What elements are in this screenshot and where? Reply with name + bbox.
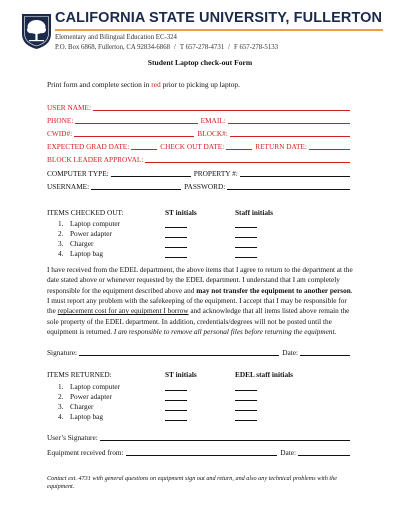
username-row: [47, 181, 353, 191]
username-field[interactable]: [91, 182, 181, 190]
st-initials-blank[interactable]: [165, 390, 187, 391]
block-label: BLOCK#:: [197, 129, 228, 138]
item-label: Charger: [70, 239, 94, 248]
block-field[interactable]: [230, 129, 350, 137]
edel-staff-initials-blank[interactable]: [235, 410, 257, 411]
item-label: Laptop bag: [70, 412, 104, 421]
phone-number: T 657-278-4731: [179, 44, 225, 51]
list-item: 2. Power adapter: [58, 229, 112, 238]
department-line: Elementary and Bilingual Education EC-324: [55, 34, 177, 41]
username-label: USERNAME:: [47, 182, 90, 191]
list-item: 1. Laptop computer: [58, 382, 121, 391]
return-date-field[interactable]: [309, 142, 350, 150]
computer-type-row: [47, 168, 353, 178]
item-label: Laptop bag: [70, 249, 104, 258]
equipment-received-label: Equipment received from:: [47, 448, 124, 457]
list-item: 4. Laptop bag: [58, 249, 104, 258]
intro-text: Print form and complete section in: [47, 80, 152, 89]
item-label: Power adapter: [70, 392, 112, 401]
intro-instructions: [47, 80, 240, 89]
block-leader-field[interactable]: [145, 155, 350, 163]
separator: /: [174, 44, 176, 51]
computer-type-field[interactable]: [111, 169, 191, 177]
user-signature-label: User’s Signature:: [47, 433, 98, 442]
st-initials-header: ST initials: [165, 370, 197, 379]
staff-initials-blank[interactable]: [235, 247, 257, 248]
check-out-date-field[interactable]: [226, 142, 252, 150]
email-label: EMAIL:: [200, 116, 226, 125]
staff-initials-blank[interactable]: [235, 257, 257, 258]
list-item: 3. Charger: [58, 402, 94, 411]
user-signature-field[interactable]: [100, 433, 350, 441]
signature-field[interactable]: [79, 348, 279, 356]
expected-grad-label: EXPECTED GRAD DATE:: [47, 142, 130, 151]
phone-email-row: [47, 115, 353, 125]
staff-initials-header: Staff initials: [235, 208, 273, 217]
received-date-label: Date:: [280, 448, 296, 457]
postal-address: P.O. Box 6868, Fullerton, CA 92834-6868: [55, 44, 170, 51]
agreement-text: I have received from the EDEL department, the above items that I agree to return to the department at the date stated above or whenever requested by the EDEL department. I understand that I am completely responsible for the equipment described above and: [47, 266, 353, 295]
list-item: 2. Power adapter: [58, 392, 112, 401]
agreement-text: and acknowledge that all items listed above remain the sole property of the EDEL department. In addition, credentials/degrees will not be posted until the equipment is returned.: [47, 307, 350, 337]
st-initials-blank[interactable]: [165, 237, 187, 238]
staff-initials-blank[interactable]: [235, 237, 257, 238]
password-label: PASSWORD:: [184, 182, 226, 191]
cwid-label: CWID#:: [47, 129, 73, 138]
check-out-date-label: CHECK OUT DATE:: [160, 142, 225, 151]
phone-label: PHONE:: [47, 116, 74, 125]
st-initials-blank[interactable]: [165, 400, 187, 401]
cwid-field[interactable]: [74, 129, 194, 137]
university-seal-icon: [20, 12, 53, 50]
block-leader-row: [47, 154, 353, 164]
list-item: 3. Charger: [58, 239, 94, 248]
st-initials-blank[interactable]: [165, 227, 187, 228]
edel-staff-initials-blank[interactable]: [235, 390, 257, 391]
property-label: PROPERTY #:: [193, 169, 238, 178]
agreement-underlined-text: replacement cost for any equipment I borrow: [57, 307, 189, 316]
user-signature-row: [47, 432, 353, 442]
st-initials-header: ST initials: [165, 208, 197, 217]
st-initials-blank[interactable]: [165, 410, 187, 411]
signature-date-label: Date:: [282, 348, 298, 357]
equipment-received-field[interactable]: [126, 448, 278, 456]
signature-label: Signature:: [47, 348, 77, 357]
st-initials-blank[interactable]: [165, 257, 187, 258]
form-title: Student Laptop check-out Form: [147, 58, 253, 67]
list-item: 4. Laptop bag: [58, 412, 104, 421]
footer-note: Contact ext. 4731 with general questions on equipment sign out and return, and also any technical problems with the equipment.: [47, 475, 337, 490]
address-line: [55, 44, 278, 51]
user-name-row: [47, 102, 353, 112]
dates-row: [47, 141, 353, 151]
intro-red-word: red: [151, 80, 161, 89]
fax-number: F 657-278-5133: [234, 44, 279, 51]
user-name-field[interactable]: [93, 103, 350, 111]
computer-type-label: COMPUTER TYPE:: [47, 169, 109, 178]
signature-date-field[interactable]: [300, 348, 350, 356]
item-label: Laptop computer: [70, 219, 121, 228]
edel-staff-initials-blank[interactable]: [235, 420, 257, 421]
block-leader-label: BLOCK LEADER APPROVAL:: [47, 155, 144, 164]
email-field[interactable]: [228, 116, 350, 124]
intro-text-end: prior to picking up laptop.: [160, 80, 240, 89]
edel-staff-initials-header: EDEL staff initials: [235, 370, 293, 379]
header-accent-rule: [55, 29, 383, 31]
cwid-block-row: [47, 128, 353, 138]
item-label: Laptop computer: [70, 382, 121, 391]
item-label: Power adapter: [70, 229, 112, 238]
university-name: CALIFORNIA STATE UNIVERSITY, FULLERTON: [55, 10, 383, 26]
signature-row: [47, 347, 353, 357]
edel-staff-initials-blank[interactable]: [235, 400, 257, 401]
property-field[interactable]: [240, 169, 350, 177]
expected-grad-field[interactable]: [131, 142, 157, 150]
separator: /: [228, 44, 231, 51]
st-initials-blank[interactable]: [165, 420, 187, 421]
phone-field[interactable]: [75, 116, 197, 124]
equipment-received-row: [47, 447, 353, 457]
agreement-italic-text: I am responsible to remove all personal files before returning the equipment.: [113, 328, 337, 337]
return-date-label: RETURN DATE:: [255, 142, 307, 151]
staff-initials-blank[interactable]: [235, 227, 257, 228]
agreement-bold-text: may not transfer the equipment to another person: [196, 286, 351, 295]
agreement-text: . I must report any problem with the safekeeping of the equipment. I accept that I may be responsible for the: [47, 286, 353, 316]
password-field[interactable]: [227, 182, 350, 190]
user-name-label: USER NAME:: [47, 103, 91, 112]
list-item: 1. Laptop computer: [58, 219, 121, 228]
received-date-field[interactable]: [298, 448, 350, 456]
item-label: Charger: [70, 402, 94, 411]
items-checked-out-heading: ITEMS CHECKED OUT:: [47, 208, 124, 217]
st-initials-blank[interactable]: [165, 247, 187, 248]
items-returned-heading: ITEMS RETURNED:: [47, 370, 112, 379]
agreement-paragraph: [47, 265, 355, 337]
